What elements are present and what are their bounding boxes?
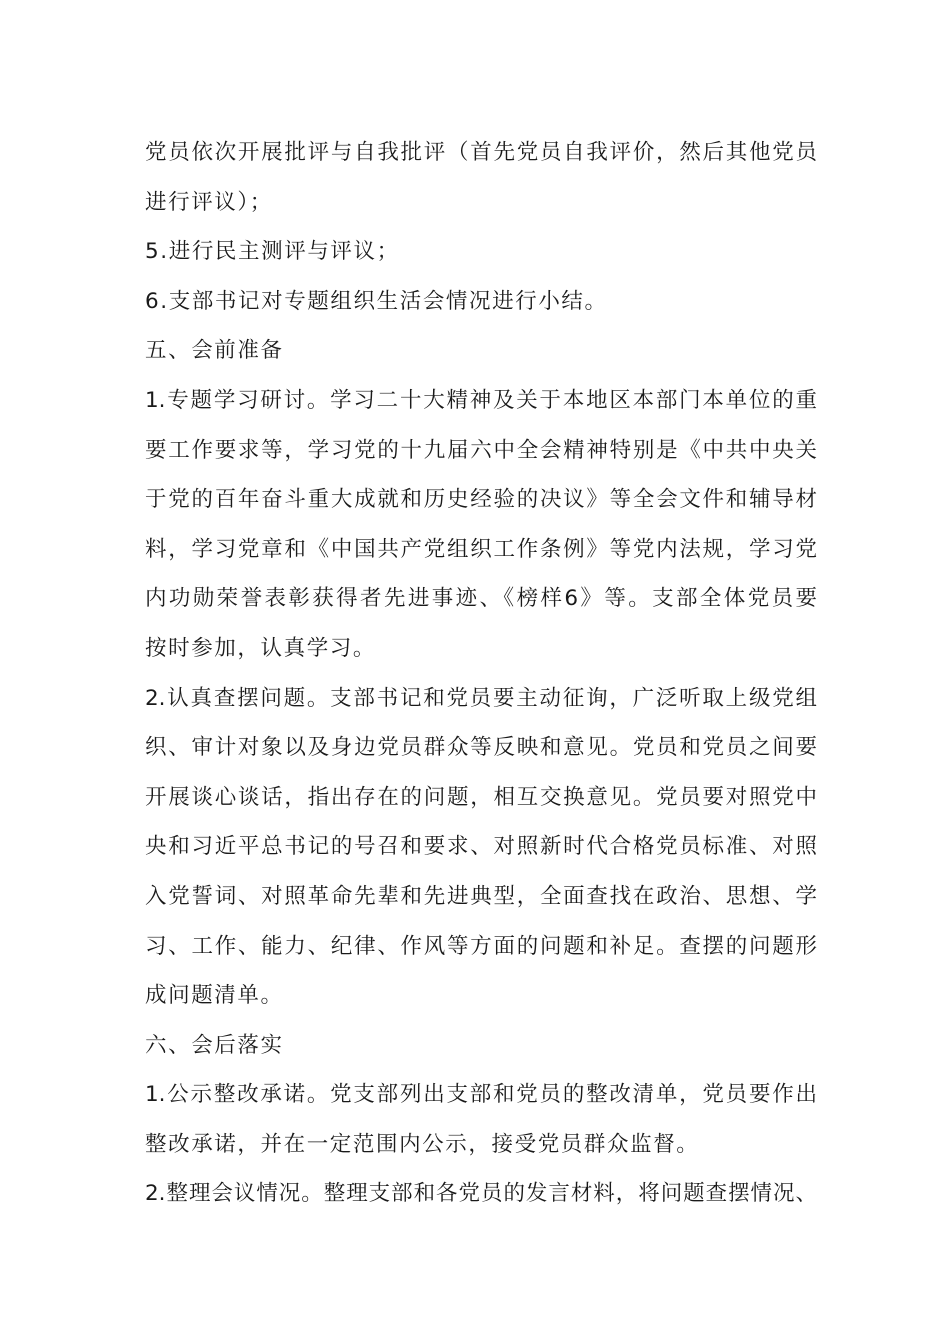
document-line: 料，学习党章和《中国共产党组织工作条例》等党内法规，学习党 [145, 536, 817, 562]
document-line: 六、会后落实 [145, 1032, 284, 1058]
document-line: 进行评议）； [145, 189, 273, 215]
document-line: 开展谈心谈话，指出存在的问题，相互交换意见。党员要对照党中 [145, 784, 817, 810]
document-line: 央和习近平总书记的号召和要求、对照新时代合格党员标准、对照 [145, 834, 817, 860]
document-line: 1.专题学习研讨。学习二十大精神及关于本地区本部门本单位的重 [145, 387, 817, 413]
document-line: 1.公示整改承诺。党支部列出支部和党员的整改清单，党员要作出 [145, 1082, 817, 1108]
document-line: 五、会前准备 [145, 338, 284, 364]
document-line: 6.支部书记对专题组织生活会情况进行小结。 [145, 288, 608, 314]
document-line: 5.进行民主测评与评议； [145, 239, 400, 265]
document-line: 要工作要求等，学习党的十九届六中全会精神特别是《中共中央关 [145, 437, 817, 463]
document-line: 党员依次开展批评与自我批评（首先党员自我评价，然后其他党员 [145, 140, 817, 165]
document-line: 整改承诺，并在一定范围内公示，接受党员群众监督。 [145, 1131, 700, 1157]
document-line: 内功勋荣誉表彰获得者先进事迹、《榜样6》等。支部全体党员要 [145, 586, 817, 612]
document-line: 于党的百年奋斗重大成就和历史经验的决议》等全会文件和辅导材 [145, 487, 817, 513]
document-line: 2.认真查摆问题。支部书记和党员要主动征询，广泛听取上级党组 [145, 685, 817, 711]
document-line: 习、工作、能力、纪律、作风等方面的问题和补足。查摆的问题形 [145, 933, 817, 959]
document-line: 织、审计对象以及身边党员群众等反映和意见。党员和党员之间要 [145, 735, 817, 761]
document-body [145, 128, 817, 1219]
document-line: 入党誓词、对照革命先辈和先进典型，全面查找在政治、思想、学 [145, 883, 817, 909]
document-line: 按时参加，认真学习。 [145, 635, 377, 661]
document-line: 2.整理会议情况。整理支部和各党员的发言材料，将问题查摆情况、 [145, 1181, 817, 1207]
document-line: 成问题清单。 [145, 983, 284, 1009]
